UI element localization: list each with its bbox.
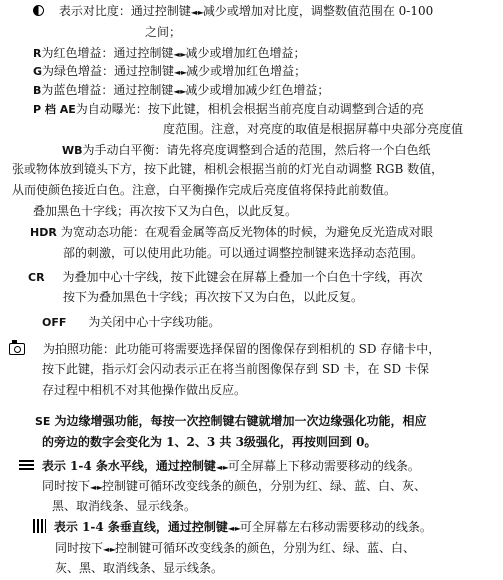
- horizontal-lines-icon: [19, 460, 34, 470]
- center-cross-line: [28, 268, 503, 287]
- camera-icon: [9, 343, 25, 355]
- white-balance-cont: 张或物体放到镜头下方，按下此键，相机会根据当前的灯光自动调整 RGB 数值，: [12, 162, 444, 176]
- edge-enhance-cont: 的旁边的数字会变化为 1、2、3 共 3级强化，再按则回到 0。: [42, 435, 377, 449]
- cross-off-text: 为关闭中心十字线功能。: [88, 315, 221, 329]
- black-crosshair-line: 叠加黑色十字线；再次按下又为白色，以此反复。: [33, 204, 298, 218]
- vlines-text: 表示 1-4 条垂直线，通过控制键: [53, 520, 228, 534]
- blue-gain-text: 为蓝色增益：通过控制键: [41, 83, 174, 97]
- snapshot-cont-2: 存过程中相机不对其他操作做出反应。: [42, 383, 247, 397]
- blue-gain-label: B: [33, 84, 42, 97]
- edge-enhance-label: SE: [35, 415, 51, 428]
- green-gain-line: [33, 62, 503, 82]
- hdr-label: HDR: [30, 226, 57, 239]
- green-gain-label: G: [33, 65, 43, 78]
- red-gain-text-2: 减少或增加红色增益；: [185, 46, 306, 60]
- contrast-icon: [33, 5, 44, 16]
- hdr-cont: 部的刺激，可以使用此功能。可以通过调整控制键来选择动态范围。: [63, 246, 424, 260]
- hlines-text-2: 可全屏幕上下移动需要移动的线条。: [227, 459, 420, 473]
- hdr-text: 为宽动态功能：在观看金属等高反光物体的时候，为避免反光造成对眼: [60, 225, 433, 239]
- vlines-cont: [55, 539, 503, 559]
- white-balance-line: [62, 141, 503, 160]
- vertical-lines-icon: [33, 519, 46, 533]
- vlines-cont-text-2: 控制键可循环改变线条的颜色，分别为红、绿、蓝、白、: [115, 541, 416, 555]
- snapshot-cont: 按下此键，指示灯会闪动表示正在将当前图像保存到 SD 卡，在 SD 卡保: [42, 362, 429, 376]
- green-gain-text-2: 减少或增加红色增益；: [186, 64, 307, 78]
- contrast-line: [33, 2, 503, 22]
- left-right-arrow-icon: ◄-►: [227, 524, 240, 533]
- center-cross-label: CR: [28, 271, 45, 284]
- white-balance-text: 为手动白平衡：请先将亮度调整到合适的范围，然后将一个白色纸: [82, 143, 431, 157]
- red-gain-text: 为红色增益：通过控制键: [41, 46, 174, 60]
- hlines-text: 表示 1-4 条水平线，通过控制键: [41, 459, 216, 473]
- left-right-arrow-icon: ◄-►: [190, 8, 203, 17]
- white-balance-label: WB: [62, 144, 83, 157]
- auto-exposure-label: P 档 AE: [33, 103, 76, 116]
- left-right-arrow-icon: ◄-►: [174, 68, 187, 77]
- left-right-arrow-icon: ◄-►: [90, 483, 103, 492]
- center-cross-text: 为叠加中心十字线，按下此键会在屏幕上叠加一个白色十字线，再次: [62, 270, 423, 284]
- cross-off-line: [42, 313, 503, 332]
- left-right-arrow-icon: ◄-►: [215, 463, 228, 472]
- center-cross-cont: 按下为叠加黑色十字线；再次按下又为白色，以此反复。: [63, 290, 364, 304]
- vlines-cont-2: 灰、黑、取消线条、显示线条。: [55, 561, 224, 575]
- left-right-arrow-icon: ◄-►: [173, 87, 186, 96]
- left-right-arrow-icon: ◄-►: [173, 50, 186, 59]
- blue-gain-text-2: 减少或增加减少红色增益；: [185, 83, 330, 97]
- vlines-line: [33, 517, 503, 538]
- white-balance-cont-2: 从而使颜色接近白色。注意，白平衡操作完成后亮度值将保持此前数值。: [12, 183, 397, 197]
- cross-off-label: OFF: [42, 316, 67, 329]
- left-right-arrow-icon: ◄-►: [103, 545, 116, 554]
- auto-exposure-line: [33, 100, 503, 119]
- vlines-text-2: 可全屏幕左右移动需要移动的线条。: [239, 520, 432, 534]
- contrast-line-cont: 之间；: [145, 25, 182, 39]
- hdr-line: [30, 223, 503, 242]
- hlines-cont-text: 同时按下: [42, 479, 91, 493]
- hlines-cont-text-2: 控制键可循环改变线条的颜色，分别为红、绿、蓝、白、灰、: [102, 479, 427, 493]
- hlines-cont-2: 黑、取消线条、显示线条。: [52, 499, 197, 513]
- contrast-text-2: 减少或增加对比度，调整数值范围在 0-100: [202, 4, 434, 18]
- hlines-cont: [42, 477, 503, 497]
- green-gain-text: 为绿色增益：通过控制键: [42, 64, 175, 78]
- vlines-cont-text: 同时按下: [55, 541, 104, 555]
- hlines-line: [19, 457, 503, 477]
- auto-exposure-text: 为自动曝光：按下此键，相机会根据当前亮度自动调整到合适的亮: [75, 102, 424, 116]
- red-gain-label: R: [33, 47, 42, 60]
- auto-exposure-cont: 度范围。注意，对亮度的取值是根据屏幕中央部分亮度值: [163, 122, 464, 136]
- contrast-text: 表示对比度：通过控制键: [58, 4, 191, 18]
- red-gain-line: [33, 44, 503, 64]
- edge-enhance-text: 为边缘增强功能，每按一次控制键右键就增加一次边缘强化功能，相应: [54, 414, 427, 428]
- snapshot-line: [9, 340, 503, 359]
- snapshot-text: 为拍照功能：此功能可将需要选择保留的图像保存到相机的 SD 存储卡中，: [42, 342, 441, 356]
- edge-enhance-line: [35, 412, 503, 431]
- blue-gain-line: [33, 81, 503, 101]
